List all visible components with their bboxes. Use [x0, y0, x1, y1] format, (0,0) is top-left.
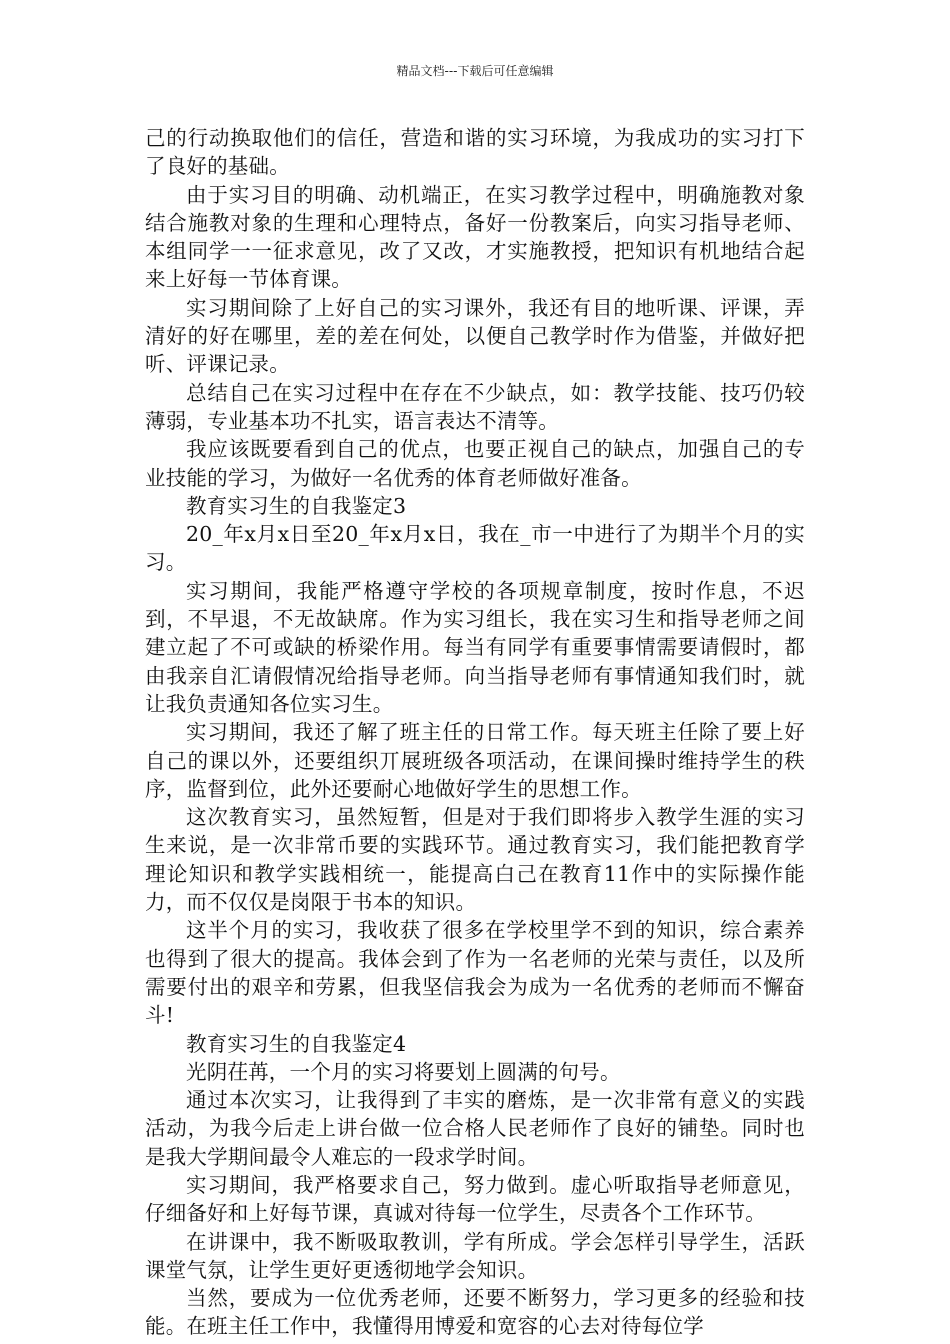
paragraph-14: 在讲课中，我不断吸取教训，学有所成。学会怎样引导学生，活跃课堂气氛，让学生更好更透彻地学会知识。 — [145, 1229, 805, 1282]
section-heading-3: 教育实习生的自我鉴定3 — [186, 493, 407, 518]
paragraph-15: 当然，要成为一位优秀老师，还要不断努力，学习更多的经验和技能。在班主任工作中，我懂得用博爱和宽容的心去对待每位学 — [145, 1286, 805, 1339]
paragraph-1: 己的行动换取他们的信任，营造和谐的实习环境，为我成功的实习打下了良好的基础。 — [145, 126, 805, 179]
paragraph-11: 光阴茌苒，一个月的实习将要划上圆满的句号。 — [186, 1059, 621, 1084]
paragraph-10: 这半个月的实习，我收获了很多在学校里学不到的知识，综合素养也得到了很大的提高。我体会到了作为一名老师的光荣与责任，以及所需要付出的艰辛和劳累，但我坚信我会为成为一名优秀的老师而不懈奋斗! — [145, 918, 805, 1028]
paragraph-6: 20_年x月x日至20_年x月x日，我在_市一中进行了为期半个月的实习。 — [145, 522, 805, 575]
paragraph-8: 实习期间，我还了解了班主任的日常工作。每天班主任除了要上好自己的课以外，还要组织丌展班级各项活动，在课间操时维持学生的秩序，监督到位，此外还要耐心地做好学生的思想工作。 — [145, 720, 805, 801]
paragraph-4: 总结自己在实习过程中在存在不少缺点，如：教学技能、技巧仍较薄弱，专业基本功不扎实，语言表达不清等。 — [145, 380, 805, 433]
paragraph-13: 实习期间，我严格要求自己，努力做到。虚心听取指导老师意见，仔细备好和上好每节课，真诚对待每一位学生，尽责各个工作环节。 — [145, 1172, 805, 1226]
section-heading-4: 教育实习生的自我鉴定4 — [186, 1031, 407, 1056]
page-header: 精品文档---下载后可任意编辑 — [396, 64, 554, 78]
paragraph-3: 实习期间除了上好自己的实习课外，我还有目的地听课、评课，弄清好的好在哪里，差的差在何处，以便自己教学时作为借鉴，并做好把听、评课记录。 — [145, 295, 805, 377]
document-body — [145, 124, 805, 1341]
paragraph-5: 我应该既要看到自己的优点，也要正视自己的缺点，加强自己的专业技能的学习，为做好一名优秀的体育老师做好准备。 — [145, 437, 805, 490]
paragraph-9: 这次教育实习，虽然短暂，但是对于我们即将步入教学生涯的实习生来说，是一次非常币要的实践环节。通过教育实习，我们能把教育学理论知识和教学实践相统一，能提高白己在教育11作中的实际操作能力，而不仅仅是岗限于书本的知识。 — [145, 805, 805, 915]
paragraph-2: 由于实习目的明确、动机端正，在实习教学过程中，明确施教对象结合施教对象的生理和心理特点，备好一份教案后，向实习指导老师、本组同学一一征求意见，改了又改，才实施教授，把知识有机地结合起来上好每一节体育课。 — [145, 182, 805, 292]
paragraph-12: 通过本次实习，让我得到了丰实的磨炼，是一次非常有意义的实践活动，为我今后走上讲台做一位合格人民老师作了良好的铺垫。同时也是我大学期间最令人难忘的一段求学时间。 — [145, 1088, 805, 1169]
paragraph-7: 实习期间，我能严格遵守学校的各项规章制度，按时作息，不迟到，不早退，不无故缺席。作为实习组长，我在实习生和指导老师之间建立起了不可或缺的桥梁作用。每当有同学有重要事情需要请假时，都由我亲自汇请假情况给指导老师。向当指导老师有事情通知我们时，就让我负责通知各位实习生。 — [145, 578, 805, 716]
